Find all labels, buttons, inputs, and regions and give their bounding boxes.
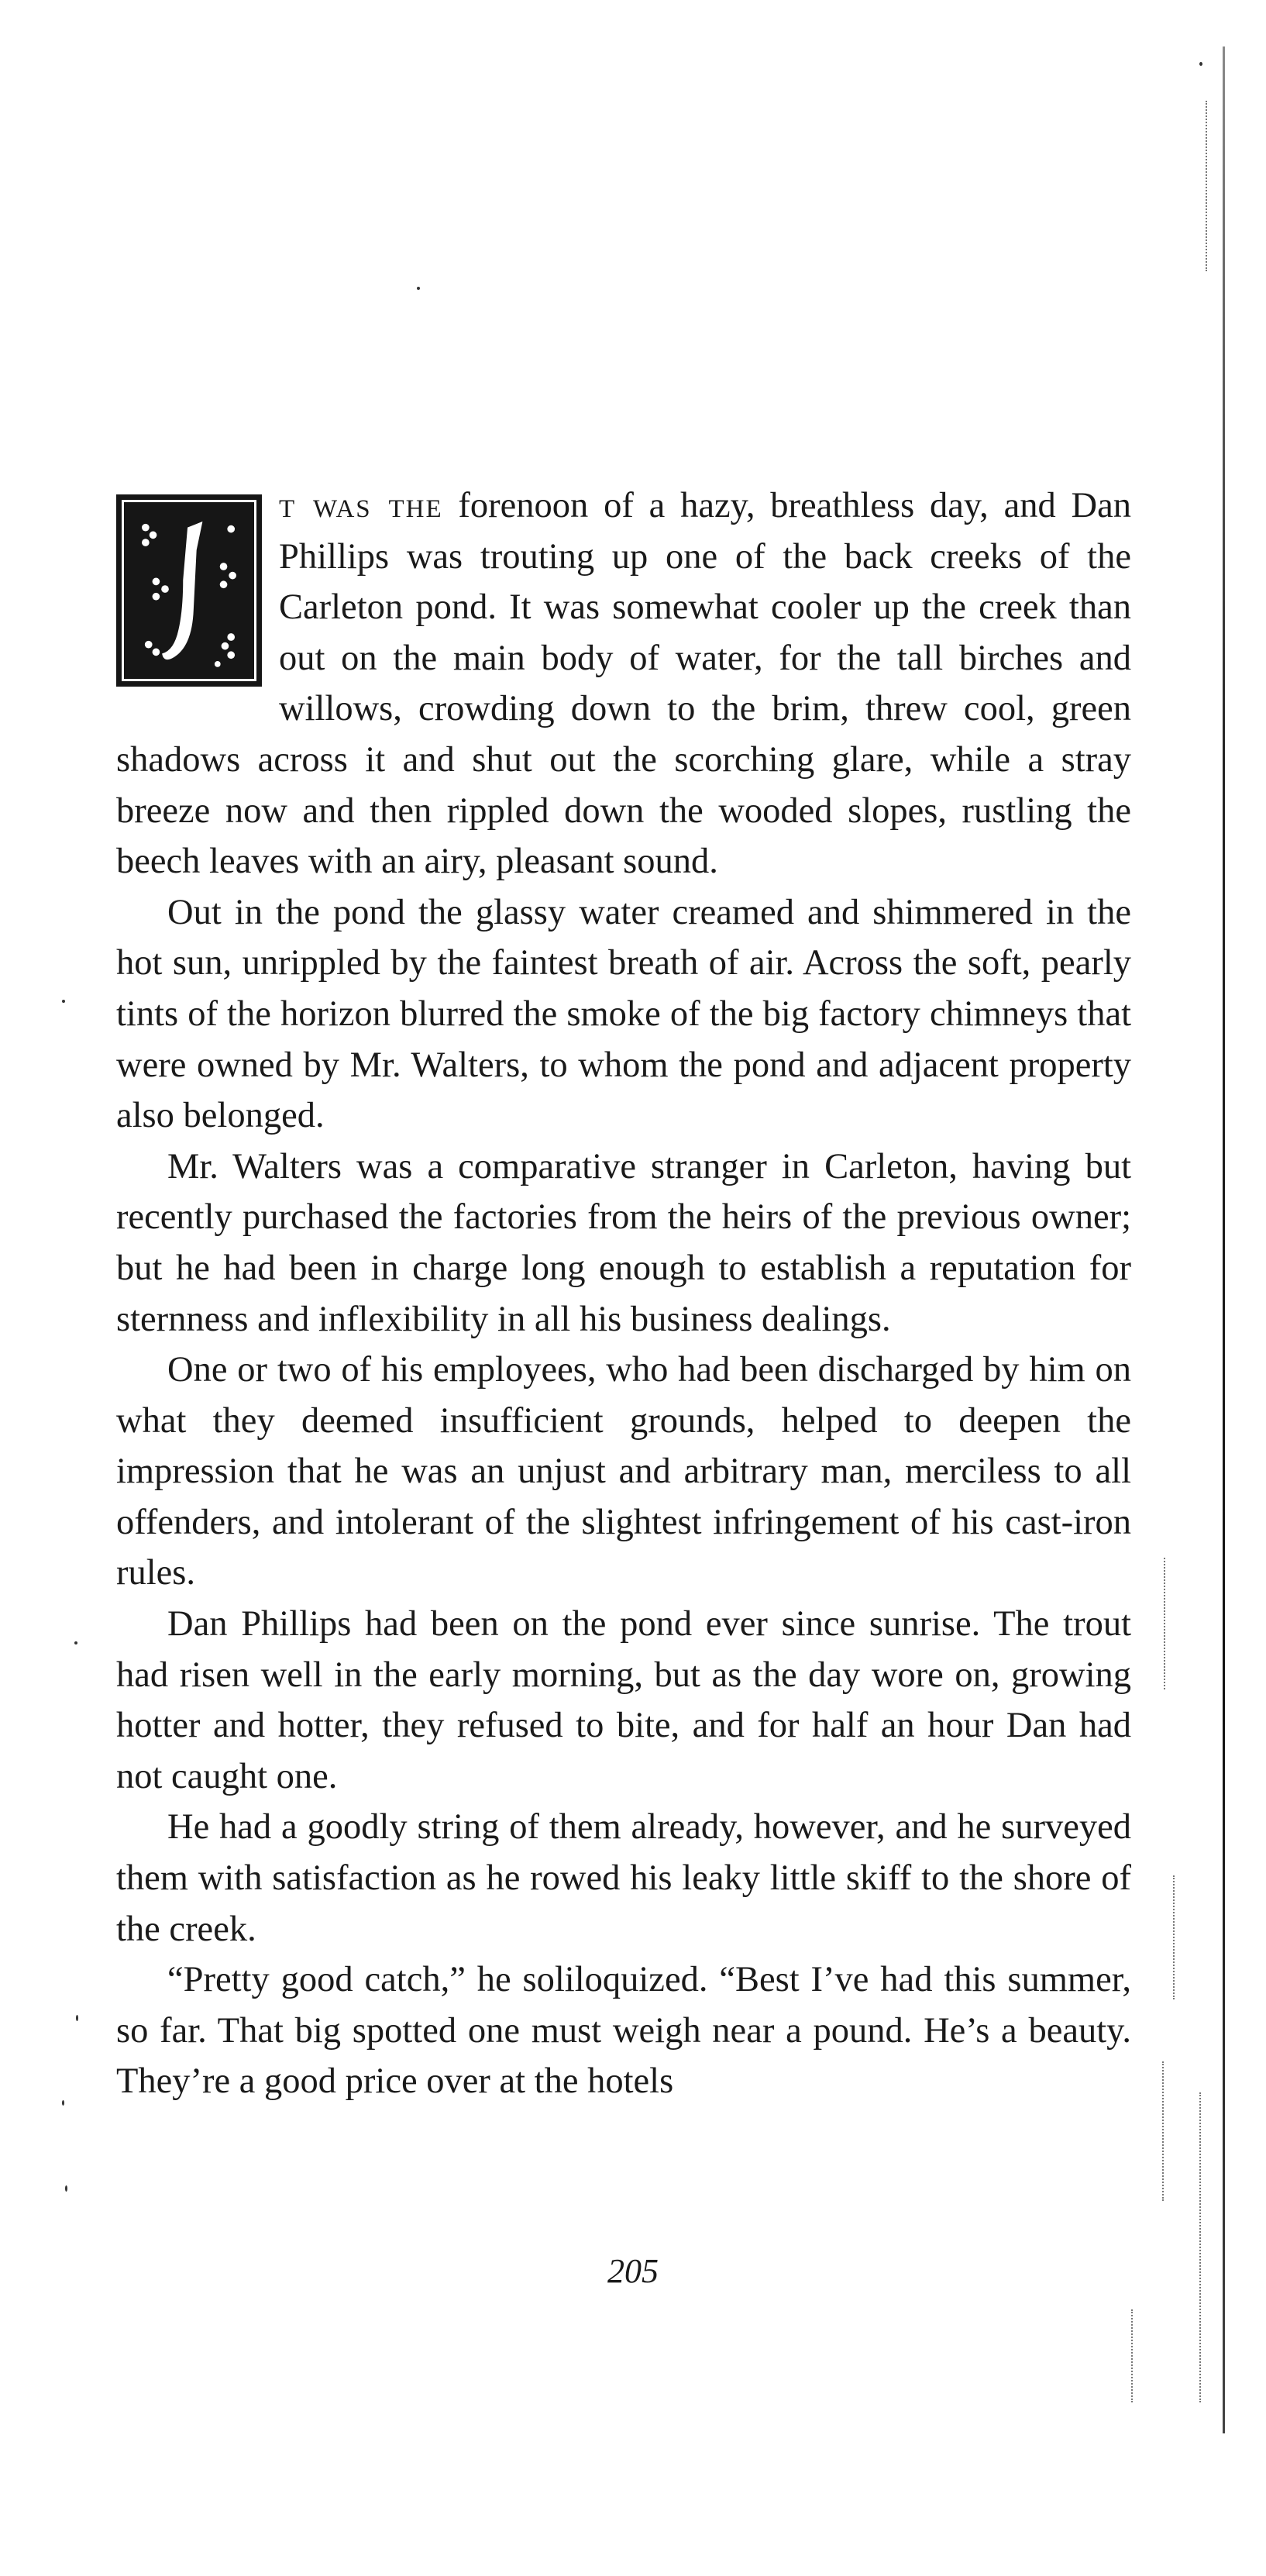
paragraph: “Pretty good catch,” he soliloquized. “Best I’ve had this summer, so far. That big spotted one must weigh near a pound. He’s a beauty. They’re a good price over at the hotels: [116, 1960, 1131, 2102]
scan-speck: [62, 2100, 64, 2106]
ornamental-initial-icon: [116, 494, 262, 687]
paragraph: [116, 480, 1131, 887]
page-edge-dots: [1162, 2061, 1165, 2201]
paragraph: Dan Phillips had been on the pond ever since sunrise. The trout had risen well in the early morning, but as the day wore on, growing hotter and hotter, they refused to bite, and for half an hour Dan had not caught one.: [116, 1604, 1131, 1796]
page-edge-line: [1223, 46, 1225, 2433]
page-edge-dots: [1173, 1875, 1176, 1999]
page-number: 205: [607, 2252, 659, 2290]
paragraph: One or two of his employees, who had been discharged by him on what they deemed insufficient grounds, helped to deepen the impression that he was an unjust and arbitrary man, merciless to all offenders, and intolerant of the slightest infringement of his cast-iron rules.: [116, 1350, 1131, 1593]
paragraph: Out in the pond the glassy water creamed and shimmered in the hot sun, unrippled by the faintest breath of air. Across the soft, pearly tints of the horizon blurred the smoke of the big factory chimneys that were owned by Mr. Walters, to whom the pond and adjacent property also belonged.: [116, 892, 1131, 1136]
scan-speck: [1199, 62, 1202, 66]
paragraph: Mr. Walters was a comparative stranger in Carleton, having but recently purchased the factories from the heirs of the previous owner; but he had been in charge long enough to establish a reputation for sternness and inflexibility in all his business dealings.: [116, 1146, 1131, 1339]
scan-speck: [76, 2015, 78, 2021]
scan-speck: [65, 2185, 67, 2192]
page-edge-dots: [1206, 101, 1209, 271]
opening-small-caps: t was the: [279, 486, 443, 525]
page-edge-dots: [1164, 1558, 1167, 1689]
scan-speck: [74, 1641, 77, 1644]
chapter-text: [116, 480, 1131, 2107]
page-edge-dots: [1199, 2092, 1202, 2402]
scan-speck: [417, 287, 420, 290]
page-edge-dots: [1131, 2309, 1134, 2402]
scan-speck: [62, 1000, 65, 1003]
paragraph-text: forenoon of a hazy, breathless day, and Dan Phillips was trouting up one of the back creeks of the Carleton pond. It was somewhat cooler up the creek than out on the main body of water, for the tall birches and willows, crowding down to the brim, threw cool, green shadows across it and shut out the scorching glare, while a stray breeze now and then rippled down the wooded slopes, rustling the beech leaves with an airy, pleasant sound.: [116, 486, 1131, 882]
paragraph: He had a goodly string of them already, however, and he surveyed them with satisfaction as he rowed his leaky little skiff to the shore of the creek.: [116, 1807, 1131, 1949]
